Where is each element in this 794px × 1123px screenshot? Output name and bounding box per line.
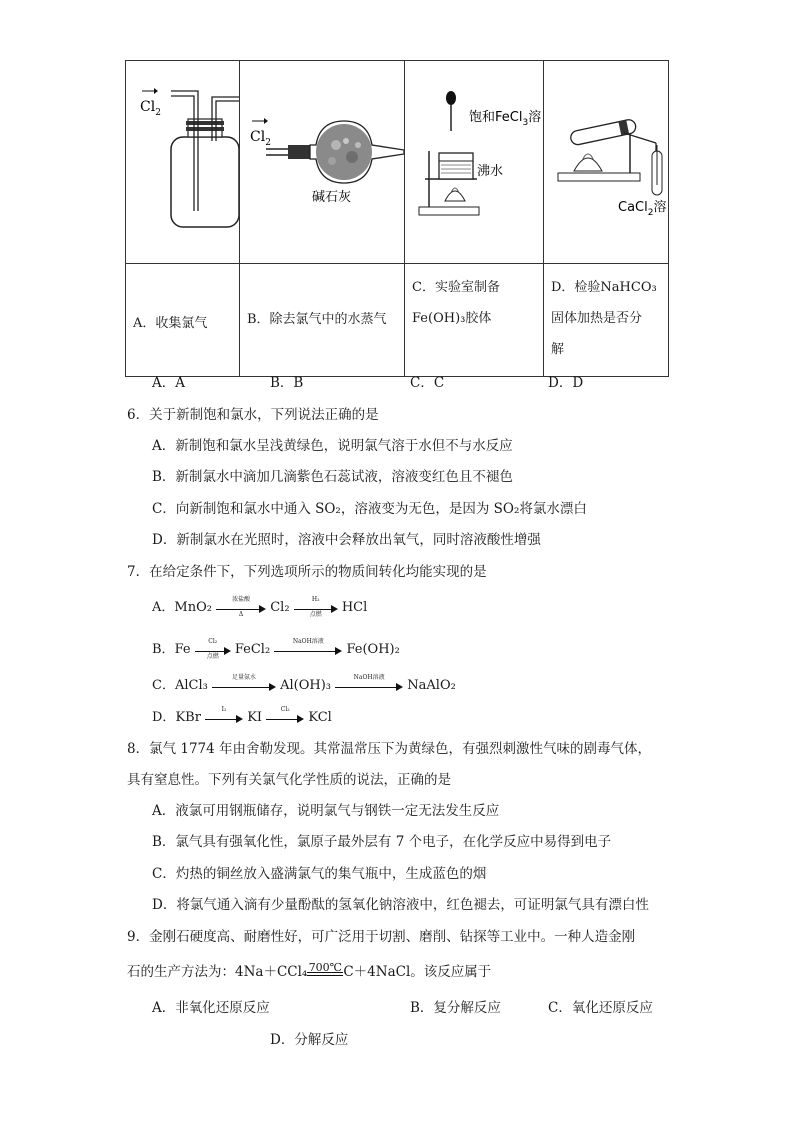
q7-option-d: D．KBr I₂ KI Cl₂ KCl bbox=[152, 705, 332, 725]
arrow-d1: I₂ bbox=[205, 711, 243, 725]
q9-stem-line1: 9．金刚石硬度高、耐磨性好，可广泛用于切割、磨削、钻探等工业中。一种人造金刚 bbox=[127, 929, 636, 945]
q7-option-a: A．MnO₂ 浓盐酸 Δ Cl₂ H₂ 点燃 HCl bbox=[152, 595, 368, 618]
q5-option-c: C．C bbox=[410, 375, 445, 391]
c-reagent-label: 饱和FeCl$_3$溶 bbox=[469, 110, 542, 128]
q8-stem-line2: 具有窒息性。下列有关氯气化学性质的说法，正确的是 bbox=[127, 772, 451, 788]
q8-option-b: B．氯气具有强氧化性，氯原子最外层有 7 个电子，在化学反应中易得到电子 bbox=[152, 834, 612, 850]
d-solution-label: CaCl$_2$溶 bbox=[618, 200, 667, 218]
q9-stem-line2: 石的生产方法为：4Na＋CCl₄ 700℃ C＋4NaCl。该反应属于 bbox=[127, 961, 492, 980]
b-solid-label: 碱石灰 bbox=[312, 190, 352, 205]
apparatus-table bbox=[125, 60, 669, 377]
q8-stem-line1: 8．氯气 1774 年由舍勒发现。其常温常压下为黄绿色，有强烈刺激性气味的剧毒气体， bbox=[127, 741, 652, 757]
caption-b: B．除去氯气中的水蒸气 bbox=[240, 264, 405, 377]
reaction-condition: 700℃ bbox=[308, 961, 342, 974]
caption-c-line1: C．实验室制备 bbox=[412, 280, 500, 295]
caption-c bbox=[405, 264, 544, 377]
caption-d-line3: 解 bbox=[551, 342, 565, 357]
caption-c-line2: Fe(OH)₃胶体 bbox=[412, 311, 492, 326]
q8-option-c: C．灼热的铜丝放入盛满氯气的集气瓶中，生成蓝色的烟 bbox=[152, 866, 487, 882]
arrow-c2: NaOH溶液 bbox=[335, 679, 403, 693]
caption-d-line2: 固体加热是否分 bbox=[551, 311, 643, 326]
arrow-a2: H₂ 点燃 bbox=[294, 601, 338, 615]
q7-option-b: B．Fe Cl₂ 点燃 FeCl₂ NaOH溶液 Fe(OH)₂ bbox=[152, 637, 400, 660]
arrow-d2: Cl₂ bbox=[266, 711, 304, 725]
colloid-preparation-figure bbox=[405, 61, 543, 259]
arrow-b2: NaOH溶液 bbox=[274, 643, 342, 657]
caption-d-line1: D．检验NaHCO₃ bbox=[551, 280, 657, 295]
arrow-c1: 足量氨水 bbox=[212, 679, 276, 693]
arrow-b1: Cl₂ 点燃 bbox=[195, 643, 231, 657]
cell-d-figure bbox=[544, 61, 669, 264]
drying-tube-figure bbox=[240, 61, 404, 259]
c-water-label: 沸水 bbox=[477, 164, 504, 179]
a-gas-label: $Cl_2$ bbox=[140, 99, 161, 118]
cell-a-figure bbox=[126, 61, 240, 264]
q6-option-b: B．新制氯水中滴加几滴紫色石蕊试液，溶液变红色且不褪色 bbox=[152, 469, 513, 485]
decomposition-test-figure bbox=[544, 61, 668, 259]
caption-a: A．收集氯气 bbox=[126, 264, 240, 377]
q7-stem: 7．在给定条件下，下列选项所示的物质间转化均能实现的是 bbox=[127, 564, 487, 580]
q6-option-a: A．新制饱和氯水呈浅黄绿色，说明氯气溶于水但不与水反应 bbox=[152, 438, 513, 454]
cell-b-figure bbox=[240, 61, 405, 264]
q7-option-c: C．AlCl₃ 足量氨水 Al(OH)₃ NaOH溶液 NaAlO₂ bbox=[152, 673, 456, 693]
q6-option-c: C．向新制饱和氯水中通入 SO₂，溶液变为无色，是因为 SO₂将氯水漂白 bbox=[152, 501, 587, 517]
cell-c-figure bbox=[405, 61, 544, 264]
q9-option-a: A．非氧化还原反应 bbox=[152, 1000, 270, 1016]
q5-option-d: D．D bbox=[548, 375, 584, 391]
q9-option-d: D．分解反应 bbox=[270, 1032, 349, 1048]
q5-option-b: B．B bbox=[270, 375, 304, 391]
q6-option-d: D．新制氯水在光照时，溶液中会释放出氧气，同时溶液酸性增强 bbox=[152, 532, 541, 548]
q9-option-c: C．氧化还原反应 bbox=[548, 1000, 653, 1016]
arrow-a1: 浓盐酸 Δ bbox=[216, 601, 266, 615]
q5-option-a: A．A bbox=[152, 375, 185, 391]
q6-stem: 6．关于新制饱和氯水，下列说法正确的是 bbox=[127, 407, 379, 423]
q9-option-b: B．复分解反应 bbox=[410, 1000, 501, 1016]
caption-d bbox=[544, 264, 669, 377]
q8-option-a: A．液氯可用钢瓶储存，说明氯气与钢铁一定无法发生反应 bbox=[152, 803, 500, 819]
gas-collection-bottle-figure bbox=[126, 61, 239, 259]
b-gas-label: $Cl_2$ bbox=[250, 129, 271, 148]
q8-option-d: D．将氯气通入滴有少量酚酞的氢氧化钠溶液中，红色褪去，可证明氯气具有漂白性 bbox=[152, 897, 649, 913]
